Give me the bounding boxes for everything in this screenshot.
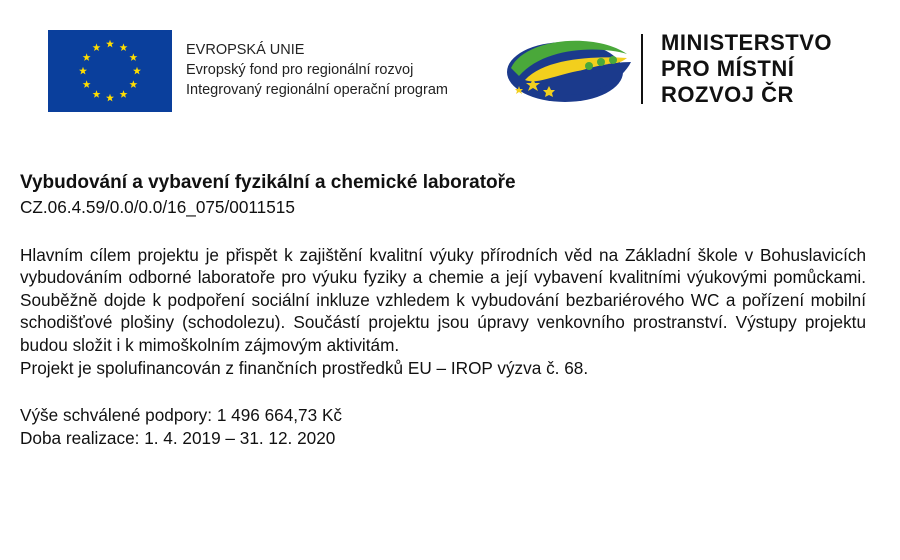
mmr-logo-text — [661, 30, 832, 108]
project-title: Vybudování a vybavení fyzikální a chemické laboratoře — [20, 172, 516, 193]
eu-star — [83, 53, 91, 61]
project-code: CZ.06.4.59/0.0/0.0/16_075/0011515 — [20, 197, 295, 217]
mmr-line-3: ROZVOJ ČR — [661, 82, 794, 107]
eu-logo-text — [186, 40, 448, 100]
mmr-line-1: MINISTERSTVO — [661, 30, 833, 55]
eu-star — [93, 43, 101, 51]
eu-flag-icon — [48, 30, 172, 112]
eu-star — [129, 80, 137, 88]
project-meta — [20, 404, 866, 449]
eu-star — [133, 67, 141, 75]
eu-star — [106, 40, 114, 48]
eu-star — [83, 80, 91, 88]
eu-stars — [48, 30, 172, 112]
eu-star — [106, 94, 114, 102]
approved-support: Výše schválené podpory: 1 496 664,73 Kč — [20, 405, 343, 426]
mmr-divider — [641, 34, 643, 104]
eu-star — [120, 90, 128, 98]
cofinancing-note: Projekt je spolufinancován z finančních prostředků EU – IROP výzva č. 68. — [20, 357, 589, 378]
eu-star — [79, 67, 87, 75]
eu-star — [129, 53, 137, 61]
eu-star — [120, 43, 128, 51]
mmr-line-2: PRO MÍSTNÍ — [661, 56, 795, 81]
realization-period: Doba realizace: 1. 4. 2019 – 31. 12. 2020 — [20, 427, 336, 448]
logo-bar — [0, 0, 900, 130]
eu-star — [93, 90, 101, 98]
eu-line-2: Evropský fond pro regionální rozvoj — [186, 62, 414, 78]
eu-line-1: EVROPSKÁ UNIE — [186, 42, 305, 58]
mmr-swirl-icon — [505, 28, 635, 106]
project-info — [20, 170, 866, 449]
eu-line-3: Integrovaný regionální operační program — [186, 82, 448, 98]
project-description: Hlavním cílem projektu je přispět k zajištění kvalitní výuky přírodních věd na Základní škole v Bohuslavicích vybudováním odborné laboratoře pro výuku fyziky a chemie a její vybavení kvalitními výukovými pomůckami. Souběžně dojde k podpoření sociální inkluze vzhledem k vybudování bezbariérového WC a pořízení mobilní schodišťové plošiny (schodolezu). Součástí projektu jsou úpravy venkovního prostranství. Výstupy projektu budou složit i k mimoškolním zájmovým aktivitám. — [20, 244, 866, 355]
